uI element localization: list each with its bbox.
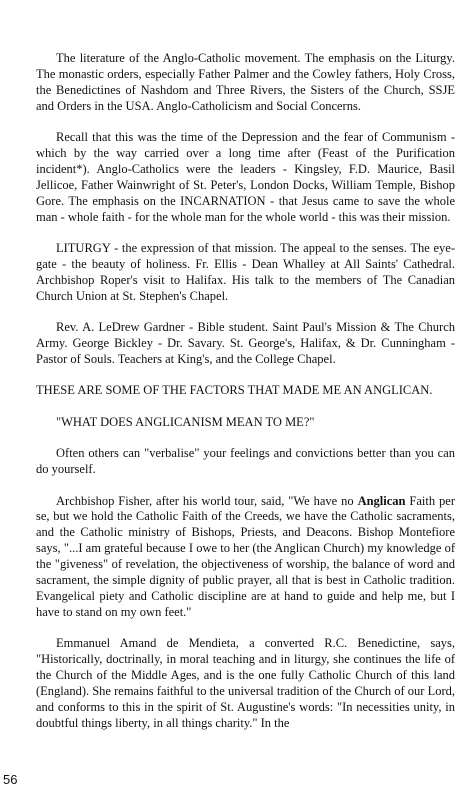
- body-text: [36, 51, 455, 747]
- paragraph-depression: Recall that this was the time of the Depression and the fear of Communism - which by the way carried over a long time after (Feast of the Purification incident*). Anglo-Catholics were the leaders - Kingsley, F.D. Maurice, Basil Jellicoe, Father Wainwright of St. Peter's, London Docks, William Temple, Bishop Gore. The emphasis on the INCARNATION - that Jesus came to save the whole man - whole faith - for the whole man for the whole world - this was their mission.: [36, 130, 455, 224]
- fisher-text-end: Faith per se, but we hold the Catholic Faith of the Creeds, we have the Catholic sacraments, and the Catholic ministry of Bishops, Priests, and Deacons. Bishop Montefiore says, "...I am grateful because I owe to her (the Anglican Church) my knowledge of the "giveness" of revelation, the objectiveness of worship, the balance of word and sacrament, the simple dignity of public prayer, all that is best in Catholic tradition. Evangelical piety and Catholic discipline are at hand to guide and help me, but I have to stand on my own feet.": [36, 493, 455, 619]
- fisher-bold-word: Anglican: [357, 493, 406, 508]
- page-number: 56: [3, 772, 18, 787]
- paragraph-mendieta: Emmanuel Amand de Mendieta, a converted R.C. Benedictine, says, "Historically, doctrinally, in moral teaching and in liturgy, she continues the life of the Church of the Middle Ages, and is the one fully Catholic Church of this land (England). She remains faithful to the universal tradition of the Church of our Lord, and conforms to this in the spirit of St. Augustine's words: "In necessities unity, in doubtful things liberty, in all things charity." In the: [36, 636, 455, 730]
- paragraph-fisher: [36, 494, 455, 621]
- paragraph-literature: The literature of the Anglo-Catholic movement. The emphasis on the Liturgy. The monastic orders, especially Father Palmer and the Cowley fathers, Holy Cross, the Benedictines of Nashdom and Three Rivers, the Sisters of the Church, SSJE and Orders in the USA. Anglo-Catholicism and Social Concerns.: [36, 51, 455, 113]
- question-heading: "WHAT DOES ANGLICANISM MEAN TO ME?": [56, 414, 315, 429]
- paragraph-verbalise: Often others can "verbalise" your feelings and convictions better than you can do yourself.: [36, 446, 455, 477]
- factors-heading: THESE ARE SOME OF THE FACTORS THAT MADE ME AN ANGLICAN.: [36, 383, 433, 398]
- fisher-text-start: Archbishop Fisher, after his world tour, said, "We have no: [56, 493, 358, 508]
- paragraph-liturgy: LITURGY - the expression of that mission. The appeal to the senses. The eye-gate - the beauty of holiness. Fr. Ellis - Dean Whalley at All Saints' Cathedral. Archbishop Roper's visit to Halifax. His talk to the members of The Canadian Church Union at St. Stephen's Chapel.: [36, 241, 455, 303]
- paragraph-gardner: Rev. A. LeDrew Gardner - Bible student. Saint Paul's Mission & The Church Army. George Bickley - Dr. Savary. St. George's, Halifax, & Dr. Cunningham - Pastor of Souls. Teachers at King's, and the College Chapel.: [36, 320, 455, 366]
